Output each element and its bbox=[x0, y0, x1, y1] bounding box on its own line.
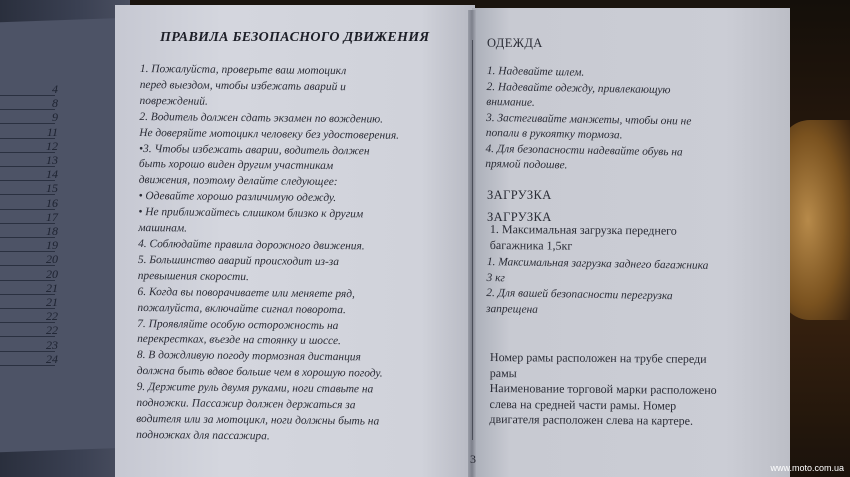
rule-line: • Не приближайтесь слишком близко к другим bbox=[138, 206, 364, 221]
rule-line: перед выездом, чтобы избежать аварий и bbox=[139, 78, 346, 94]
clothing-line: внимание. bbox=[486, 95, 535, 109]
load-line: 1. Максимальная загрузка заднего багажника bbox=[486, 255, 709, 272]
rule-line: Не доверяйте мотоцикл человеку без удостоверения. bbox=[139, 126, 400, 142]
rule-line: пожалуйста, включайте сигнал поворота. bbox=[137, 301, 346, 316]
rule-line: 8. В дождливую погоду тормозная дистанция bbox=[136, 349, 361, 364]
load-front-rack bbox=[490, 222, 780, 256]
edge-number: 21 bbox=[46, 295, 58, 309]
rule-line: 5. Большинство аварий происходит из-за bbox=[137, 253, 340, 268]
clothing-line: 1. Надевайте шлем. bbox=[486, 64, 585, 79]
edge-number: 15 bbox=[46, 181, 58, 196]
frame-text bbox=[489, 350, 780, 430]
edge-number: 16 bbox=[46, 195, 58, 210]
frame-line: слева на средней части рамы. Номер bbox=[489, 396, 677, 413]
load-text bbox=[486, 255, 787, 322]
frame-line: рамы bbox=[489, 365, 517, 380]
rule-line: 4. Соблюдайте правила дорожного движения. bbox=[138, 237, 365, 253]
edge-number: 21 bbox=[46, 280, 58, 295]
edge-number: 4 bbox=[52, 82, 58, 96]
edge-number: 22 bbox=[46, 309, 58, 324]
spine-line bbox=[472, 40, 473, 440]
edge-number: 11 bbox=[46, 124, 58, 139]
load-line: 3 кг bbox=[486, 271, 506, 284]
frame-line: Номер рамы расположен на трубе спереди bbox=[489, 350, 707, 366]
load-title-overprint: ЗАГРУЗКА bbox=[487, 210, 552, 224]
background-object bbox=[780, 120, 850, 320]
rule-line: подножки. Пассажир должен держаться за bbox=[136, 397, 356, 412]
rule-line: движения, поэтому делайте следующее: bbox=[138, 174, 338, 189]
edge-number: 23 bbox=[46, 337, 58, 352]
rule-line: 6. Когда вы поворачиваете или меняете ряд, bbox=[137, 285, 355, 300]
page-number: 3 bbox=[470, 452, 476, 466]
rule-line: 7. Проявляйте особую осторожность на bbox=[137, 317, 339, 332]
clothing-line: 3. Застегивайте манжеты, чтобы они не bbox=[485, 111, 692, 128]
rule-line: 1. Пожалуйста, проверьте ваш мотоцикл bbox=[139, 62, 347, 78]
edge-number: 17 bbox=[46, 209, 58, 224]
load-line: 2. Для вашей безопасности перегрузка bbox=[486, 286, 673, 303]
rule-line: подножках для пассажира. bbox=[136, 428, 270, 443]
rule-line: водителя или за мотоцикл, ноги должны быть на bbox=[136, 412, 380, 428]
rule-line: перекрестках, въезде на стоянку и шоссе. bbox=[137, 333, 341, 348]
frame-line: Наименование торговой марки расположено bbox=[489, 381, 717, 398]
frame-line: двигателя расположен слева на картере. bbox=[489, 412, 694, 429]
edge-number: 20 bbox=[46, 252, 58, 267]
clothing-line: прямой подошве. bbox=[485, 157, 568, 172]
rule-line: превышения скорости. bbox=[137, 269, 249, 283]
rule-line: • Одевайте хорошо различимую одежду. bbox=[138, 190, 337, 205]
edge-number: 8 bbox=[52, 96, 58, 111]
clothing-title: ОДЕЖДА bbox=[487, 36, 543, 50]
clothing-text bbox=[485, 64, 787, 178]
clothing-line: 4. Для безопасности надевайте обувь на bbox=[485, 142, 683, 158]
clothing-line: попали в рукоятку тормоза. bbox=[485, 126, 623, 142]
rule-line: 2. Водитель должен сдать экзамен по вождению. bbox=[139, 110, 384, 126]
rule-line: должна быть вдвое больше чем в хорошую погоду. bbox=[136, 365, 383, 380]
ruled-line bbox=[0, 365, 55, 366]
left-page-text bbox=[136, 62, 470, 447]
edge-number: 20 bbox=[46, 266, 58, 281]
edge-number: 9 bbox=[52, 110, 58, 125]
edge-number: 13 bbox=[46, 153, 58, 167]
watermark: www.moto.com.ua bbox=[770, 463, 844, 473]
edge-number: 18 bbox=[46, 224, 58, 238]
edge-number: 22 bbox=[46, 323, 58, 338]
rule-line: повреждений. bbox=[139, 94, 208, 108]
edge-number: 12 bbox=[46, 138, 58, 153]
rule-line: машинам. bbox=[138, 222, 188, 235]
load-line: запрещена bbox=[485, 302, 539, 316]
clothing-line: 2. Надевайте одежду, привлекающую bbox=[486, 80, 671, 96]
left-page-title: ПРАВИЛА БЕЗОПАСНОГО ДВИЖЕНИЯ bbox=[160, 30, 430, 45]
rule-line: 9. Держите руль двумя руками, ноги ставьте на bbox=[136, 381, 374, 396]
rule-line: быть хорошо виден другим участникам bbox=[138, 158, 334, 173]
edge-number: 14 bbox=[46, 167, 58, 182]
rule-line: •3. Чтобы избежать аварии, водитель должен bbox=[139, 142, 370, 157]
load-line: багажника 1,5кг bbox=[489, 237, 573, 253]
edge-number: 24 bbox=[46, 351, 58, 366]
load-title: ЗАГРУЗКА bbox=[487, 188, 552, 202]
edge-number: 19 bbox=[46, 238, 58, 253]
load-line: 1. Максимальная загрузка переднего bbox=[489, 222, 677, 238]
